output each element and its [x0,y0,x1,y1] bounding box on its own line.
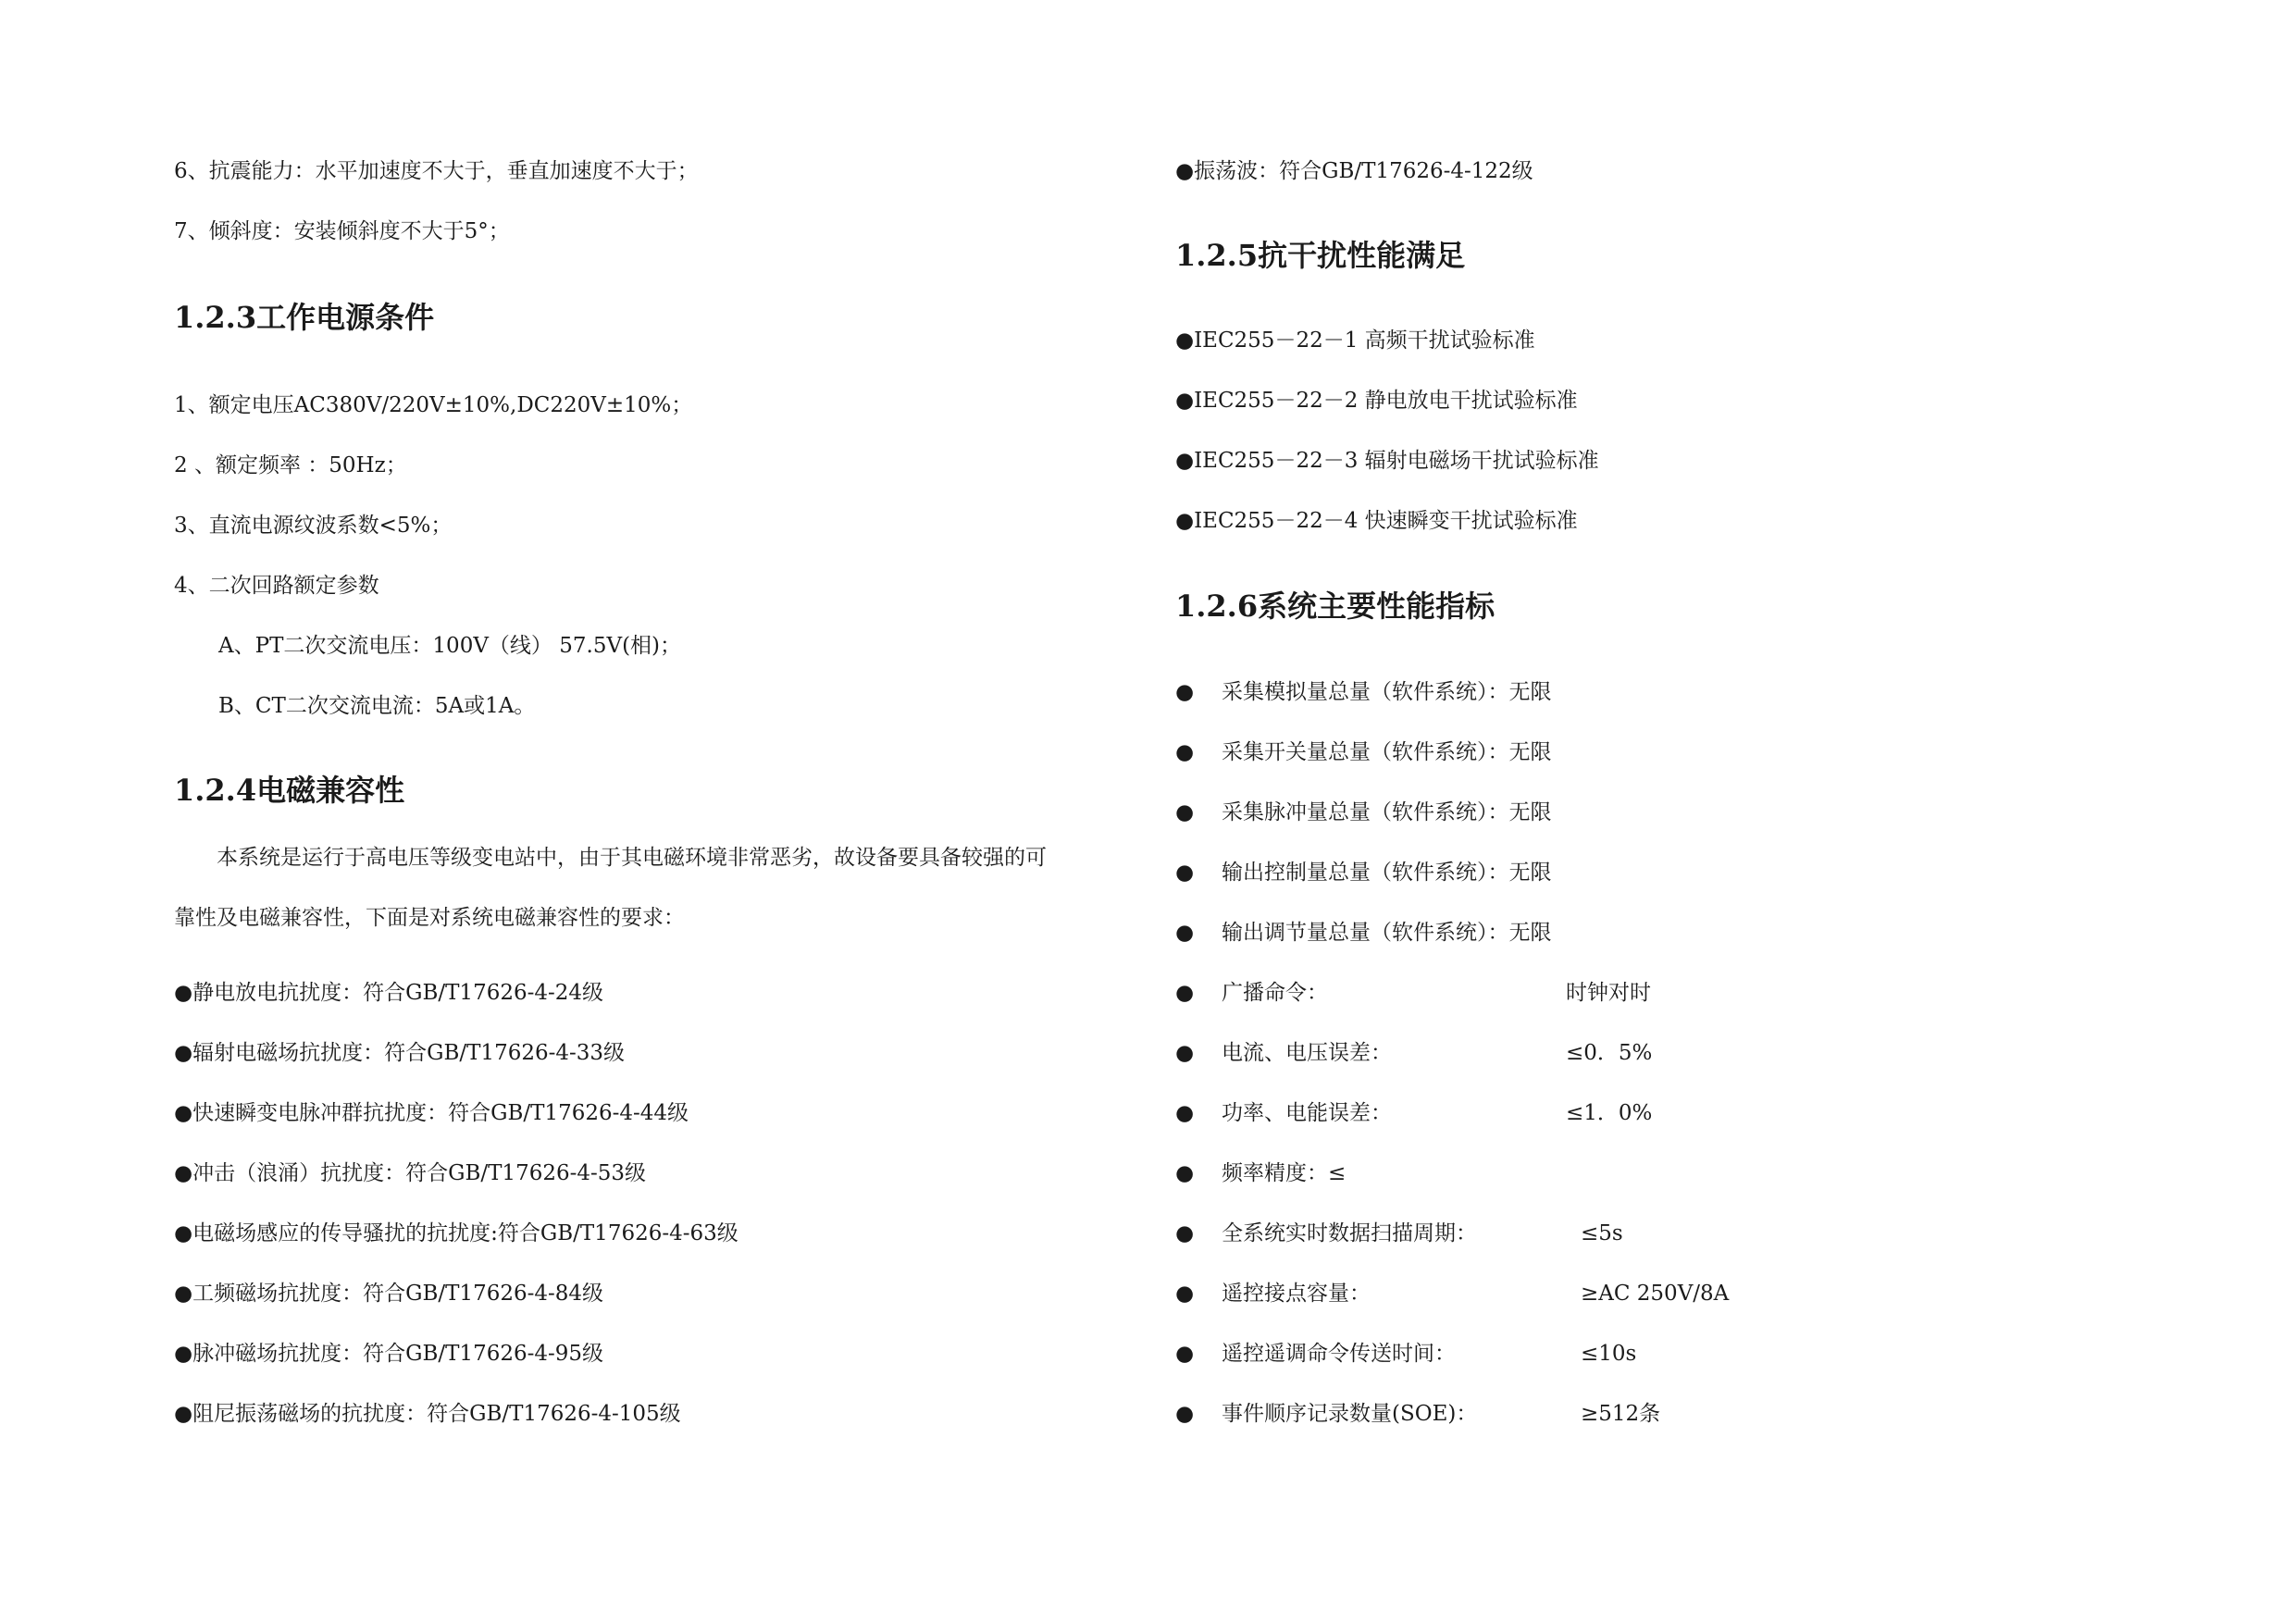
spec-label: 采集开关量总量（软件系统）：无限 [1222,740,1552,764]
heading-124: 1.2.4电磁兼容性 [174,773,405,808]
spec-row [1175,1280,1823,1307]
bullet-icon: ● [1175,861,1195,885]
bullet-icon: ● [1175,740,1195,764]
spec-label: 采集模拟量总量（软件系统）：无限 [1222,680,1552,704]
emc-bullet: ●阻尼振荡磁场的抗扰度：符合GB/T17626-4-105级 [174,1402,681,1426]
emc-bullet: ●快速瞬变电脉冲群抗扰度：符合GB/T17626-4-44级 [174,1101,689,1125]
spec-label: 采集脉冲量总量（软件系统）：无限 [1222,800,1552,824]
bullet-icon: ● [1175,680,1195,704]
spec-value: ≤0．5% [1566,1041,1653,1065]
spec-label: 输出控制量总量（软件系统）：无限 [1222,861,1552,885]
spec-label: 事件顺序记录数量(SOE)： [1222,1402,1478,1426]
emc-bullet: ●电磁场感应的传导骚扰的抗扰度:符合GB/T17626-4-63级 [174,1221,738,1245]
oscillation-wave-bullet: ●振荡波：符合GB/T17626-4-122级 [1175,159,1533,183]
heading-123: 1.2.3工作电源条件 [174,300,435,335]
power-item-3: 3、直流电源纹波系数<5%； [174,514,453,538]
spec-row [1175,1159,1823,1187]
bullet-icon: ● [1175,981,1195,1005]
bullet-icon: ● [1175,1041,1195,1065]
spec-row [1175,1340,1823,1368]
bullet-icon: ● [1175,1101,1195,1125]
interference-bullet: ●IEC255－22－1 高频干扰试验标准 [1175,328,1535,353]
emc-bullet: ●冲击（浪涌）抗扰度：符合GB/T17626-4-53级 [174,1161,647,1185]
item-seismic: 6、抗震能力：水平加速度不大于，垂直加速度不大于； [174,159,699,183]
spec-row [1175,859,1823,886]
heading-126: 1.2.6系统主要性能指标 [1175,588,1496,624]
spec-value: 时钟对时 [1566,981,1651,1005]
spec-label: 广播命令： [1222,981,1328,1005]
bullet-icon: ● [1175,1342,1195,1366]
spec-row [1175,678,1823,706]
spec-row [1175,979,1823,1007]
interference-bullet: ●IEC255－22－3 辐射电磁场干扰试验标准 [1175,449,1599,473]
item-tilt: 7、倾斜度：安装倾斜度不大于5°； [174,219,510,243]
emc-bullet: ●脉冲磁场抗扰度：符合GB/T17626-4-95级 [174,1342,604,1366]
spec-label: 电流、电压误差： [1222,1041,1392,1065]
bullet-icon: ● [1175,1161,1195,1185]
spec-label: 频率精度：≤ [1222,1161,1347,1185]
spec-row [1175,738,1823,766]
spec-row [1175,1039,1823,1067]
spec-value: ≤10s [1581,1342,1637,1366]
emc-bullet: ●静电放电抗扰度：符合GB/T17626-4-24级 [174,981,604,1005]
power-item-1: 1、额定电压AC380V/220V±10%,DC220V±10%； [174,393,693,417]
spec-label: 遥控遥调命令传送时间： [1222,1342,1456,1366]
emc-bullet: ●辐射电磁场抗扰度：符合GB/T17626-4-33级 [174,1041,626,1065]
spec-value: ≥512条 [1581,1402,1661,1426]
bullet-icon: ● [1175,800,1195,824]
bullet-icon: ● [1175,1282,1195,1306]
spec-value: ≤5s [1581,1221,1623,1245]
emc-paragraph-line1: 本系统是运行于高电压等级变电站中，由于其电磁环境非常恶劣，故设备要具备较强的可 [217,846,1047,870]
power-item-4: 4、二次回路额定参数 [174,574,379,598]
emc-paragraph-line2: 靠性及电磁兼容性，下面是对系统电磁兼容性的要求： [174,906,685,930]
bullet-icon: ● [1175,1221,1195,1245]
power-subitem-a: A、PT二次交流电压：100V（线） 57.5V(相)； [218,634,682,658]
spec-row [1175,1400,1823,1428]
spec-row [1175,799,1823,826]
spec-row [1175,1220,1823,1247]
spec-value: ≥AC 250V/8A [1581,1282,1730,1306]
power-subitem-b: B、CT二次交流电流：5A或1A。 [218,694,536,718]
emc-bullet: ●工频磁场抗扰度：符合GB/T17626-4-84级 [174,1282,604,1306]
spec-label: 输出调节量总量（软件系统）：无限 [1222,921,1552,945]
spec-label: 功率、电能误差： [1222,1101,1392,1125]
heading-125: 1.2.5抗干扰性能满足 [1175,238,1466,273]
interference-bullet: ●IEC255－22－2 静电放电干扰试验标准 [1175,389,1578,413]
interference-bullet: ●IEC255－22－4 快速瞬变干扰试验标准 [1175,509,1578,533]
spec-value: ≤1．0% [1566,1101,1653,1125]
bullet-icon: ● [1175,1402,1195,1426]
spec-row [1175,1099,1823,1127]
spec-row [1175,919,1823,947]
spec-label: 全系统实时数据扫描周期： [1222,1221,1477,1245]
bullet-icon: ● [1175,921,1195,945]
spec-label: 遥控接点容量： [1222,1282,1371,1306]
power-item-2: 2 、额定频率 ：50Hz； [174,453,407,477]
